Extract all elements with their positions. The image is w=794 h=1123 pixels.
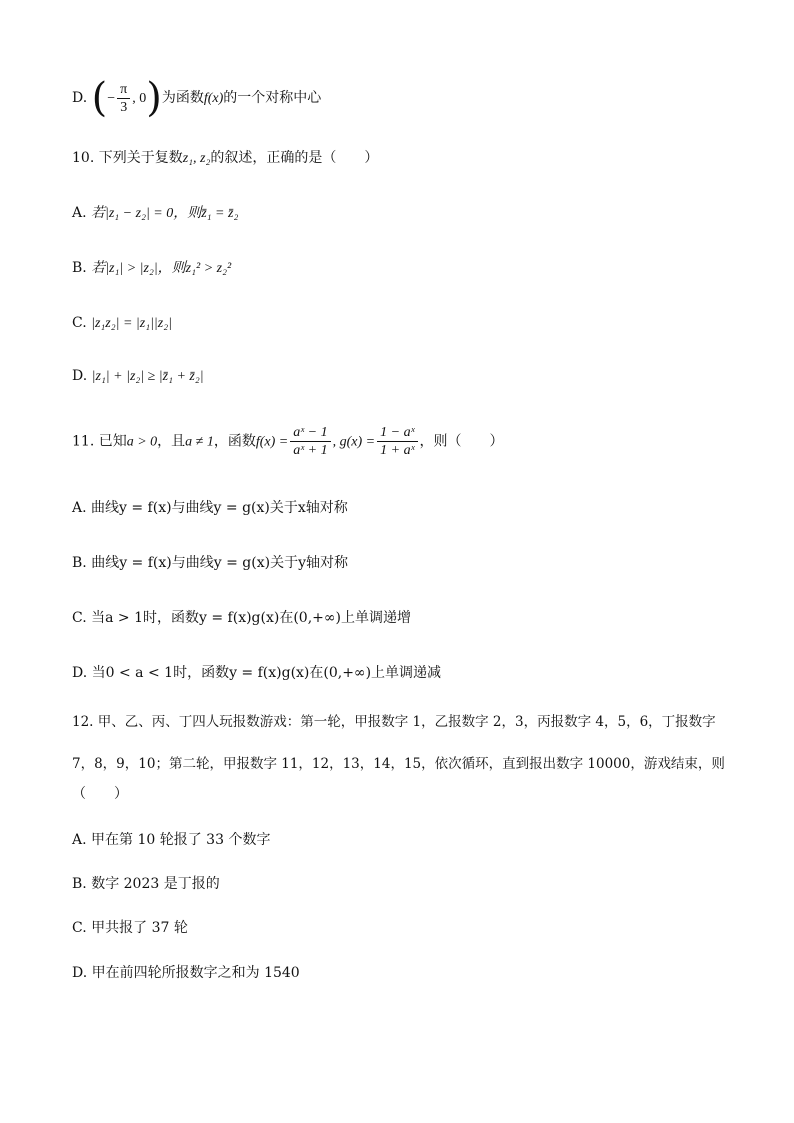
q12-stem-line-1: [72, 712, 716, 732]
option-tail: 的一个对称中心: [223, 90, 322, 106]
fraction-numerator: π: [117, 81, 130, 99]
left-paren: (: [91, 75, 108, 121]
option-text: 当a > 1时，函数y = f(x)g(x)在(0,+∞)上单调递增: [91, 610, 412, 626]
option-label: C.: [72, 610, 87, 626]
q11-option-c: [72, 608, 411, 628]
q12-option-c: [72, 918, 188, 938]
option-text: 曲线y = f(x)与曲线y = g(x)关于y轴对称: [91, 555, 348, 571]
g-of-x: , g(x) =: [332, 434, 376, 450]
option-label: B.: [72, 260, 87, 276]
stem-vars: z₁, z₂: [182, 151, 211, 166]
q10-stem: [72, 148, 378, 169]
q10-option-b: [72, 258, 231, 279]
option-text: 若|z₁| > |z₂|，则z₁² > z₂²: [91, 261, 232, 276]
q10-option-a: [72, 203, 238, 224]
option-label: B.: [72, 876, 87, 892]
option-label: D.: [72, 665, 88, 681]
fraction-denominator: 3: [120, 99, 128, 115]
condition-a-positive: a > 0: [126, 434, 158, 450]
q10-option-d: [72, 366, 204, 387]
option-text: 甲在前四轮所报数字之和为 1540: [91, 965, 300, 981]
fraction-denominator: 1 + aˣ: [380, 443, 415, 458]
stem-text: 7，8，9，10；第二轮，甲报数字 11，12，13，14，15，依次循环，直到报出数字 10000，游戏结束，则: [72, 756, 725, 772]
option-text: 当0 < a < 1时，函数y = f(x)g(x)在(0,+∞)上单调递减: [91, 665, 442, 681]
stem-suffix: 的叙述，正确的是（ ）: [210, 150, 379, 166]
option-label: C.: [72, 315, 87, 331]
fraction-numerator: aˣ − 1: [290, 424, 330, 442]
option-text: |z₁| + |z₂| ≥ |z̄₁ + z̄₂|: [91, 369, 204, 384]
fraction: [117, 81, 130, 116]
fraction-f: [290, 424, 330, 459]
option-text: 甲共报了 37 轮: [91, 920, 188, 936]
f-of-x: f(x) =: [255, 434, 289, 450]
option-text: 甲在第 10 轮报了 33 个数字: [91, 832, 271, 848]
option-text: 数字 2023 是丁报的: [91, 876, 220, 892]
option-text: |z₁z₂| = |z₁||z₂|: [91, 316, 172, 331]
option-label: D.: [72, 965, 88, 981]
option-label: D.: [72, 90, 88, 106]
fraction-g: [377, 424, 417, 459]
option-label: A.: [72, 832, 87, 848]
q12-option-b: [72, 874, 220, 894]
q11-option-b: [72, 553, 348, 573]
q11-option-d: [72, 663, 441, 683]
option-label: A.: [72, 500, 87, 516]
q12-option-a: [72, 830, 270, 850]
option-text: 为函数: [161, 90, 204, 106]
q12-stem-line-2: [72, 754, 725, 774]
fraction-denominator: aˣ + 1: [293, 443, 328, 458]
function-fx: f(x): [203, 91, 224, 106]
option-text: 若|z₁ − z₂| = 0，则z̄₁ = z̄₂: [91, 206, 239, 221]
option-label: A.: [72, 205, 87, 221]
stem-prefix: 11. 已知: [72, 433, 127, 450]
stem-text: 12. 甲、乙、丙、丁四人玩报数游戏：第一轮，甲报数字 1，乙报数字 2，3，丙报数字 4，5，6，丁报数字: [72, 714, 716, 730]
q11-stem: [72, 424, 504, 459]
condition-a-not-one: a ≠ 1: [185, 434, 214, 450]
q12-option-d: [72, 963, 300, 983]
q10-option-c: [72, 313, 172, 334]
option-label: C.: [72, 920, 87, 936]
option-label: D.: [72, 368, 88, 384]
stem-suffix: ，则（ ）: [419, 433, 504, 450]
fraction-numerator: 1 − aˣ: [377, 424, 417, 442]
function-text: ，函数: [213, 433, 256, 450]
point-rest: , 0: [132, 91, 147, 106]
stem-text: （ ）: [72, 786, 128, 802]
condition-joiner: ，且: [157, 433, 186, 450]
stem-prefix: 10. 下列关于复数: [72, 150, 183, 166]
q12-stem-line-3: [72, 784, 128, 804]
q9-option-d: D. (− $\frac{\pi}{3}$ , 0)为函数f(x)的一个对称中心: [72, 75, 322, 121]
q11-option-a: [72, 498, 348, 518]
option-label: B.: [72, 555, 87, 571]
right-paren: ): [146, 75, 162, 121]
option-text: 曲线y = f(x)与曲线y = g(x)关于x轴对称: [91, 500, 348, 516]
